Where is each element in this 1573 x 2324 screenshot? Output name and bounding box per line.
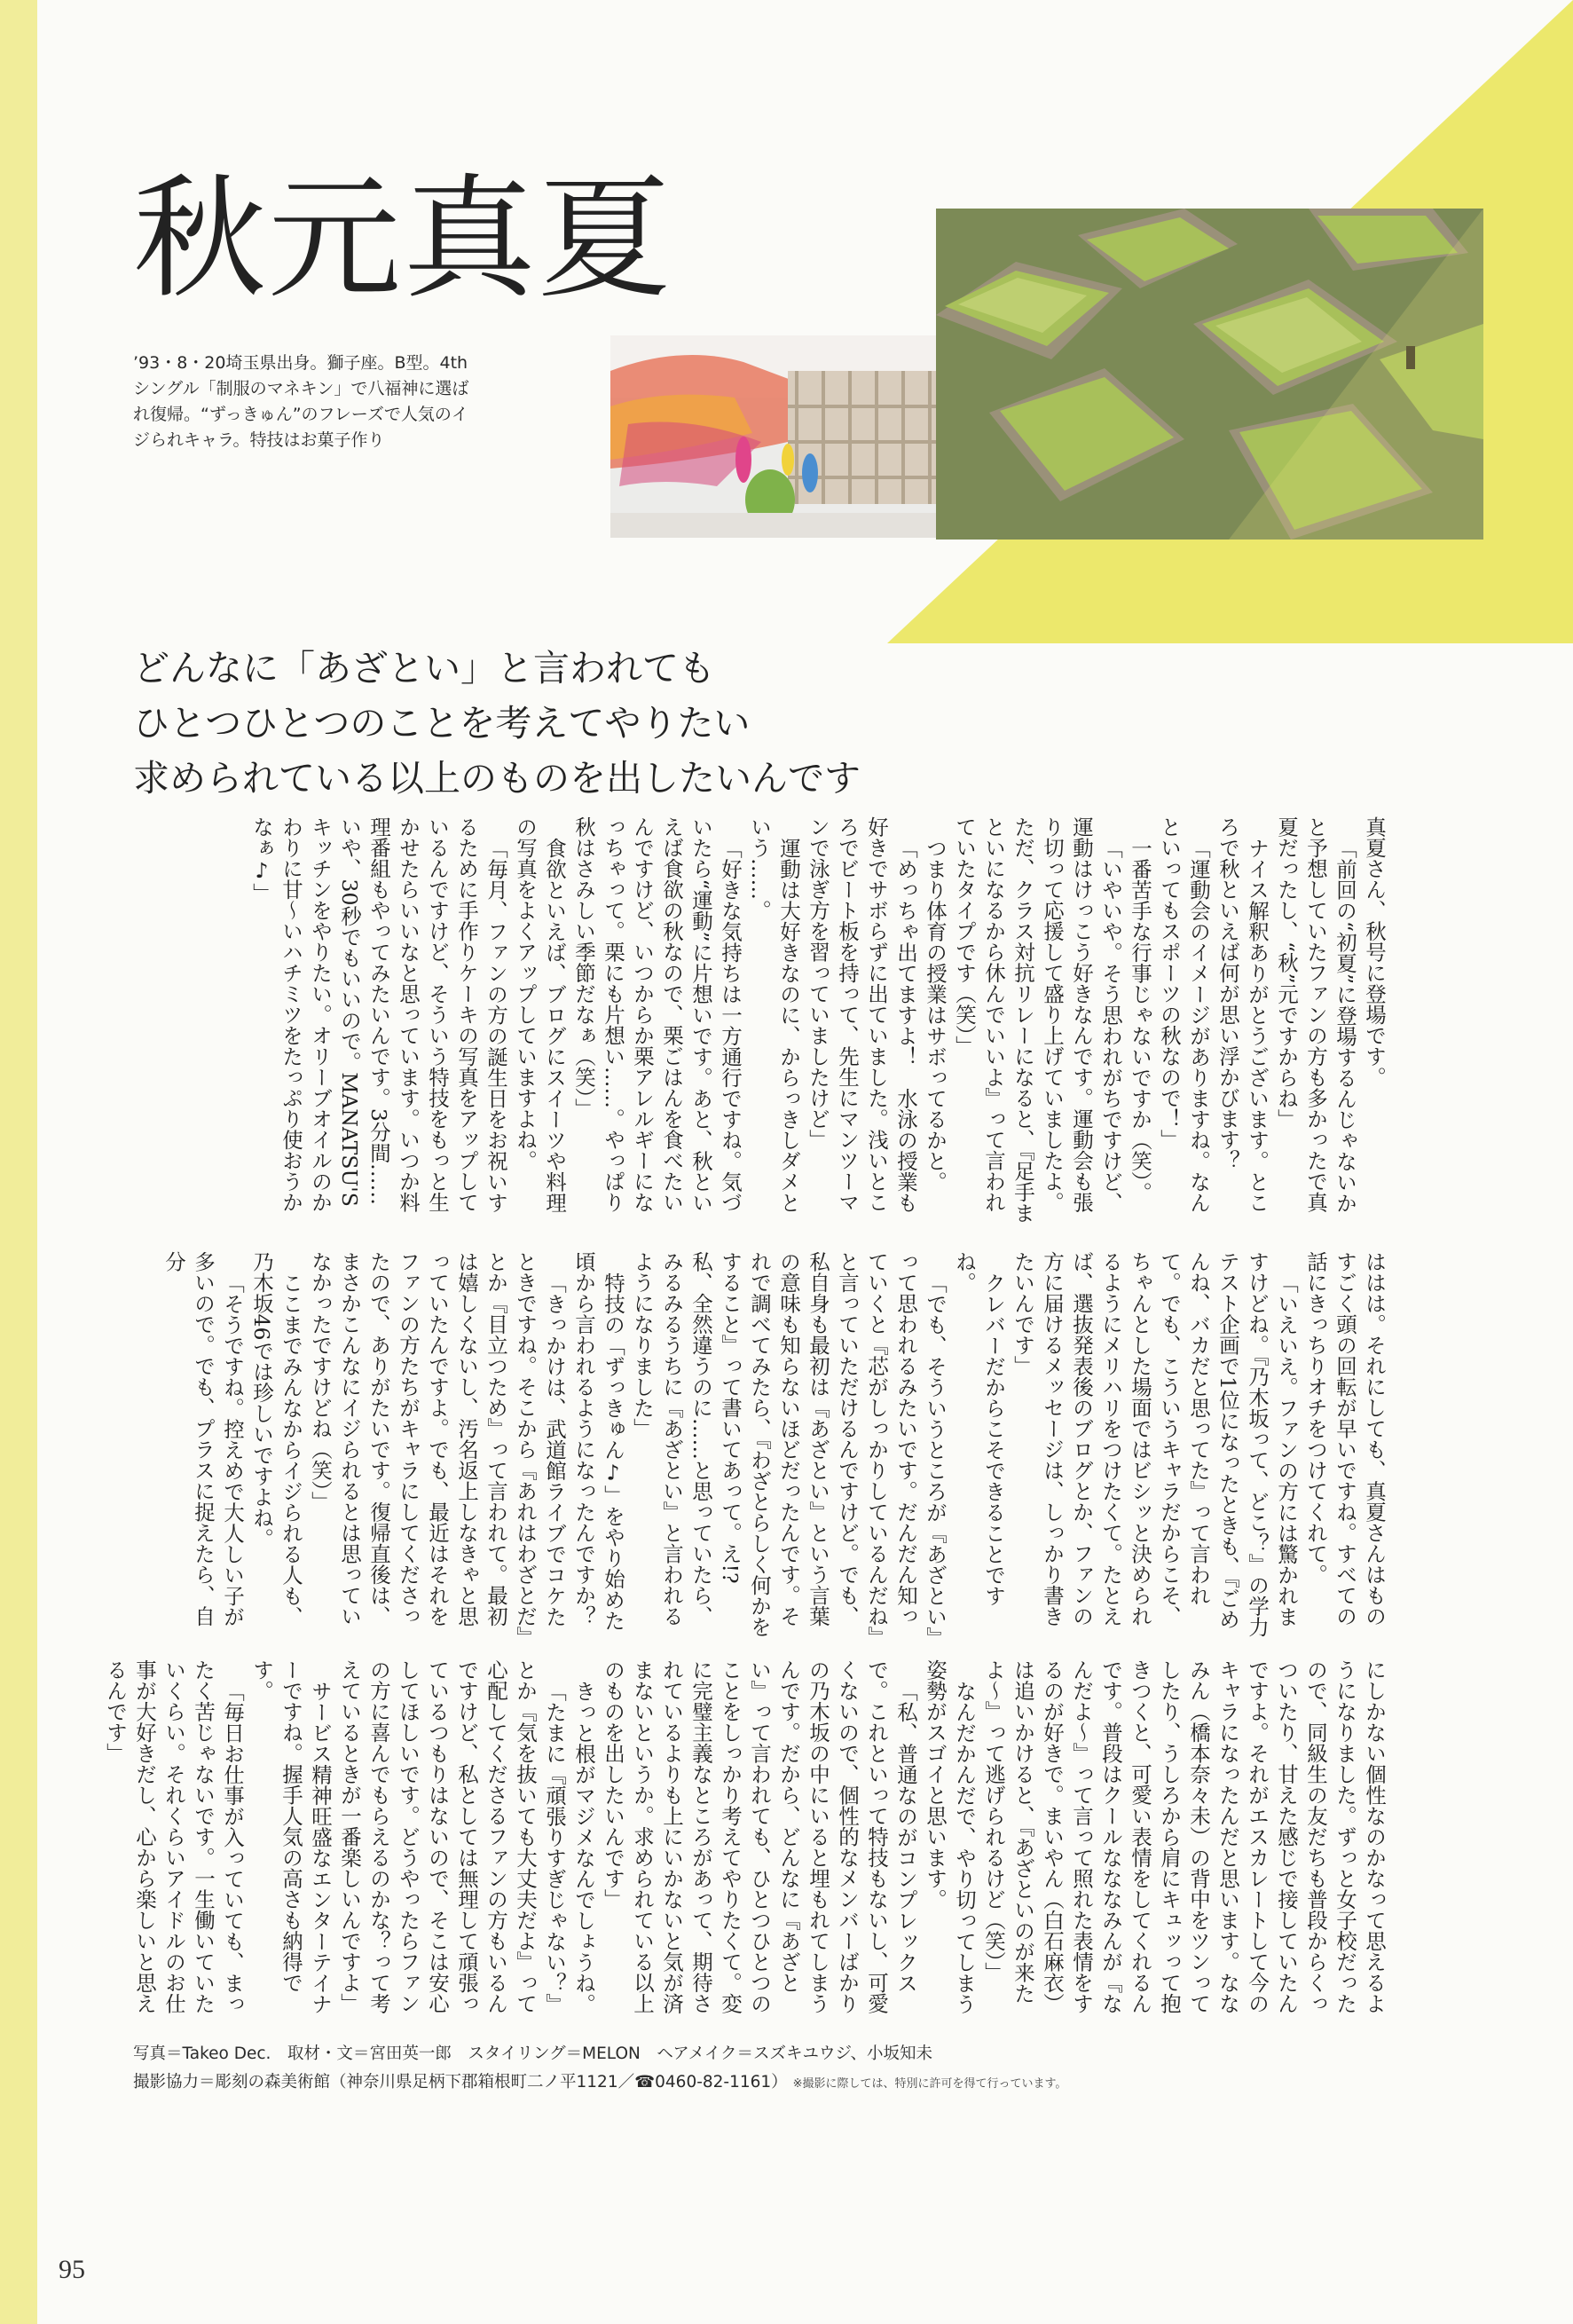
paragraph: 「私、普通なのがコンプレックスで。これといって特技もないし、可愛くないので、個性的なメンバーばかりの乃木坂の中にいると埋もれてしまうんです。だから、どんなに『あざとい』って言われても、ひとつひとつのことをしっかり考えてやりたくて。変に完璧主義なところがあって、期待されているよりも上にいかないと気が済まないというか。求められている以上のものを出したいんです」 bbox=[601, 1659, 918, 2014]
paragraph: 「好きな気持ちは一方通行ですね。気づいたら“運動”に片想いです。あと、秋といえば食欲の秋なので、栗ごはんを食べたいんですけど、いつからか栗アレルギーになっちゃって。栗にも片想い……。やっぱり秋はさみしい季節だなぁ（笑）」 bbox=[571, 816, 743, 1214]
page-title: 秋元真夏 bbox=[133, 162, 673, 317]
lead-line-3: 求められている以上のものを出したいんです bbox=[133, 757, 861, 800]
lead-line-2: ひとつひとつのことを考えてやりたい bbox=[133, 702, 751, 744]
photo-art-installation bbox=[610, 335, 939, 538]
paragraph: 真夏さん、秋号に登場です。 bbox=[1362, 816, 1387, 1088]
paragraph: 「めっちゃ出てますよ！ 水泳の授業も好きでサボらずに出ていました。浅いところでビート板を持って、先生にマンツーマンで泳ぎ方を習っていましたけど」 bbox=[806, 816, 918, 1213]
paragraph: 「いえいえ。ファンの方には驚かれますけどね。『乃木坂って、どこ？』の学力テスト企画で1位になったときも、『ごめんね、バカだと思ってた』って言われて。でも、こういうキャラだからこそ、ちゃんとした場面ではビシッと決められるようにメリハリをつけたくて。たとえば、選抜発表後のブログとか、ファンの方に届けるメッセージは、しっかり書きたいんです」 bbox=[1011, 1251, 1299, 1637]
body-column-upper bbox=[120, 816, 1388, 1225]
paragraph: 「毎月、ファンの方の誕生日をお祝いするために手作りケーキの写真をアップしているんですけど、そういう特技をもっと生かせたらいいなと思っています。いつか料理番組もやってみたいんです。3分間……いや、30秒でもいいので。MANATSU'Sキッチンをやりたい。オリーブオイルのかわりに甘～いハチミツをたっぷり使おうかなぁ♪」 bbox=[249, 816, 508, 1213]
paragraph: きっと根がマジメなんでしょうね。 bbox=[571, 1680, 596, 2014]
paragraph: 「きっかけは、武道館ライブでコケたときですね。そこから『あれはわざとだ』とか『目立つため』って言われて。最初は嬉しくないし、汚名返上しなきゃと思っていたんですよ。でも、最近はそれをファンの方たちがキャラにしてくださったので、ありがたいです。復帰直後は、まさかこんなにイジられるとは思っていなかったですけどね（笑）」 bbox=[308, 1251, 567, 1637]
page-number: 95 bbox=[59, 2255, 85, 2284]
paragraph: 食欲といえば、ブログにスイーツや料理の写真をよくアップしていますよね。 bbox=[513, 816, 567, 1213]
credit-line-staff: 写真＝Takeo Dec. 取材・文＝宮田英一郎 スタイリング＝MELON ヘアメイク＝スズキユウジ、小坂知未 bbox=[133, 2044, 932, 2063]
paragraph: 「いやいや。そう思われがちですけど、運動はけっこう好きなんです。運動会も張り切って応援して盛り上げていましたよ。ただ、クラス対抗リレーになると、『足手まといになるから休んでいいよ』って言われていたタイプです（笑）」 bbox=[952, 816, 1123, 1224]
body-column-lower bbox=[103, 1659, 1388, 2023]
paragraph: なんだかんだで、やり切ってしまう姿勢がスゴイと思います。 bbox=[923, 1659, 977, 2014]
paragraph: サービス精神旺盛なエンターテイナーですね。握手人気の高さも納得です。 bbox=[249, 1659, 333, 2014]
lead-line-1: どんなに「あざとい」と言われても bbox=[133, 647, 715, 689]
lead-heading bbox=[133, 641, 1020, 806]
paragraph: 特技の「ずっきゅん♪」をやり始めた頃から言われるようになったんですか？ bbox=[571, 1251, 625, 1631]
paragraph: 「毎日お仕事が入っていても、まったく苦じゃないです。一生働いていたいくらい。それくらいアイドルのお仕事が大好きだし、心から楽しいと思えるんです」 bbox=[103, 1659, 245, 2014]
photo-garden-labyrinth bbox=[936, 209, 1483, 540]
paragraph: ははは。それにしても、真夏さんはものすごく頭の回転が早いですね。すべての話にきっちりオチをつけてくれて。 bbox=[1303, 1251, 1387, 1627]
paragraph: 運動は大好きなのに、からっきしダメという……。 bbox=[747, 816, 801, 1213]
body-column-middle bbox=[120, 1251, 1388, 1642]
profile-text: ’93・8・20埼玉県出身。獅子座。B型。4thシングル「制服のマネキン」で八福神に選ばれ復帰。“ずっきゅん”のフレーズで人気のイジられキャラ。特技はお菓子作り bbox=[133, 353, 469, 450]
paragraph: 「たまに『頑張りすぎじゃない？』とか『気を抜いても大丈夫だよ』って心配してくださるファンの方もいるんですけど、私としては無理して頑張っているつもりはないので、そこは安心してほしいです。どうやったらファンの方に喜んでもらえるのかな？って考えているときが一番楽しいんですよ」 bbox=[337, 1659, 567, 2014]
credit-location-text: 撮影協力＝彫刻の森美術館（神奈川県足柄下郡箱根町二ノ平1121／☎0460-82-1161） bbox=[133, 2073, 788, 2092]
paragraph: 一番苦手な行事じゃないですか（笑）。 bbox=[1128, 837, 1152, 1202]
paragraph: ここまでみんなからイジられる人も、乃木坂46では珍しいですよね。 bbox=[249, 1251, 303, 1627]
paragraph: 「そうですね。控えめで大人しい子が多いので。でも、プラスに捉えたら、自分 bbox=[161, 1251, 245, 1627]
paragraph: 「前回の“初夏”に登場するんじゃないかと予想していたファンの方も多かったで真夏だったし、“秋”元ですからね」 bbox=[1274, 816, 1357, 1214]
credit-line-location bbox=[133, 2069, 1066, 2092]
paragraph: クレバーだからこそできることですね。 bbox=[952, 1251, 1006, 1606]
paragraph: ナイス解釈ありがとうございます。ところで秋といえば何が思い浮かびます？ bbox=[1215, 816, 1270, 1213]
paragraph: にしかない個性なのかなって思えるようになりました。ずっと女子校だったので、同級生の友だちも普段からくっついたり、甘えた感じで接していたんですよ。それがエスカレートして今のキャラになったんだと思います。ななみん（橋本奈々未）の背中をツンってしたり、うしろから肩にキュッって抱きつくと、可愛い表情をしてくれるんです。普段はクールなななみんが『なんだよ～』って言って照れた表情をするのが好きで。まいやん（白石麻衣）は追いかけると、『あざといのが来たよ～』って逃げられるけど（笑）」 bbox=[981, 1659, 1387, 2014]
credit-note: ※撮影に際しては、特別に許可を得て行っています。 bbox=[792, 2077, 1067, 2091]
paragraph: 「でも、そういうところが『あざとい』って思われるみたいです。だんだん知っていくと『芯がしっかりしているんだね』と言っていただけるんですけど。でも、私自身も最初は『あざとい』という言葉の意味も知らないほどだったんです。それで調べてみたら、『わざとらしく何かをすること』って書いてあって。え!? 私、全然違うのに……と思っていたら、みるみるうちに『あざとい』と言われるようになりました」 bbox=[630, 1251, 948, 1637]
paragraph: 「運動会のイメージがありますね。なんといってもスポーツの秋なので！」 bbox=[1157, 816, 1211, 1213]
paragraph: つまり体育の授業はサボってるかと。 bbox=[923, 837, 948, 1192]
